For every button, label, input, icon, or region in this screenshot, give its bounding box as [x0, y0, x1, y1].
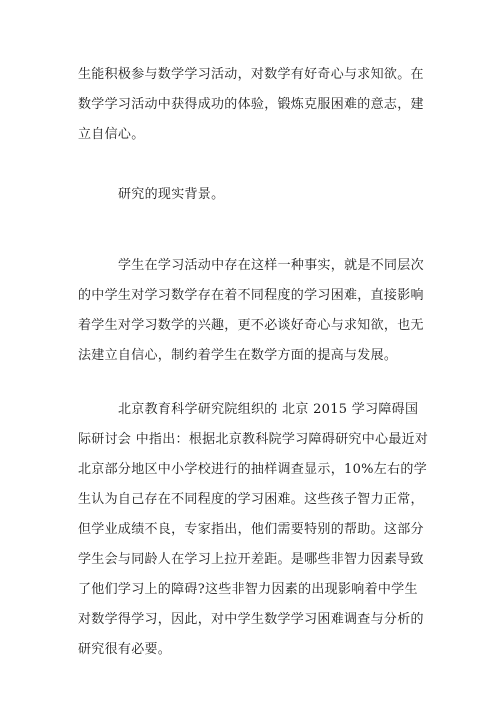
paragraph-2 — [78, 251, 428, 371]
section-heading-paragraph — [78, 180, 428, 210]
text-line: 北京部分地区中小学校进行的抽样调查显示，10%左右的学 — [78, 462, 427, 477]
text-line: 立自信心。 — [78, 127, 145, 142]
text-line: 生能积极参与数学学习活动，对数学有好奇心与求知欲。在 — [78, 67, 424, 82]
text-line: 对数学得学习，因此，对中学生数学学习困难调查与分析的 — [78, 612, 424, 627]
text-line: 法建立自信心，制约着学生在数学方面的提高与发展。 — [78, 348, 398, 363]
text-line: 生认为自己存在不同程度的学习困难。这些孩子智力正常， — [78, 492, 424, 507]
text-line: 学生会与同龄人在学习上拉开差距。是哪些非智力因素导致 — [78, 552, 424, 567]
text-line: 际研讨会 中指出：根据北京教科院学习障碍研究中心最近对 — [78, 432, 429, 447]
text-line: 着学生对学习数学的兴趣，更不必谈好奇心与求知欲，也无 — [78, 318, 424, 333]
text-line: 北京教育科学研究院组织的 北京 2015 学习障碍国 — [118, 402, 419, 417]
text-line: 研究很有必要。 — [78, 642, 172, 657]
paragraph-3 — [78, 395, 428, 665]
section-heading: 研究的现实背景。 — [118, 187, 225, 202]
paragraph-1 — [78, 60, 428, 150]
text-line: 学生在学习活动中存在这样一种事实，就是不同层次 — [118, 258, 424, 273]
text-line: 数学学习活动中获得成功的体验，锻炼克服困难的意志，建 — [78, 97, 424, 112]
text-line: 了他们学习上的障碍?这些非智力因素的出现影响着中学生 — [78, 582, 418, 597]
text-line: 的中学生对学习数学存在着不同程度的学习困难，直接影响 — [78, 288, 424, 303]
text-line: 但学业成绩不良，专家指出，他们需要特别的帮助。这部分 — [78, 522, 424, 537]
